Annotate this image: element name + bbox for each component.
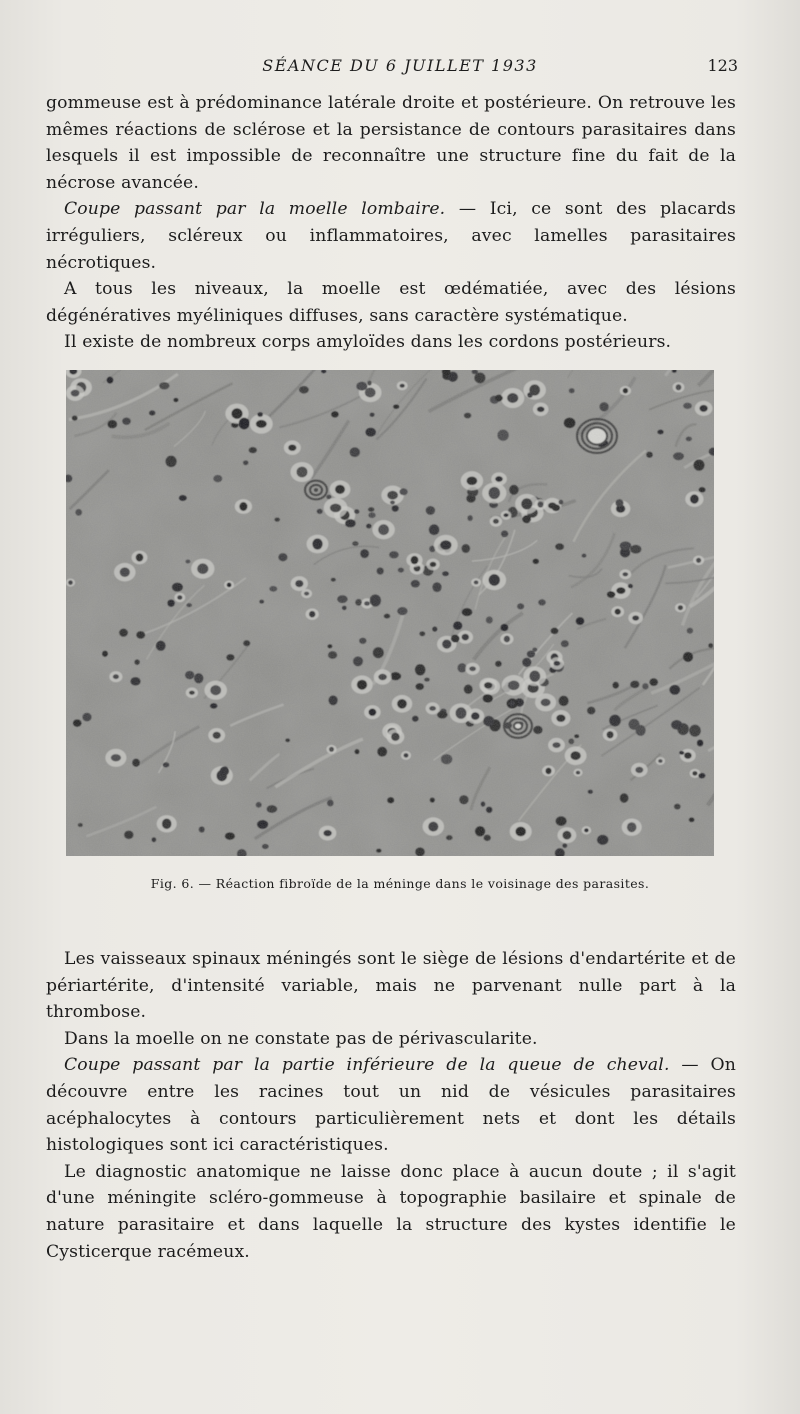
paragraph-vaisseaux: Les vaisseaux spinaux méningés sont le siège de lésions d'endartérite et de périartérite, d'intensité variable, mais ne parvenant nulle part à la thrombose. (46, 949, 736, 1023)
section-heading-queue: Coupe passant par la partie inférieure de la queue de cheval. — (64, 1055, 699, 1076)
paragraph-queue-de-cheval (46, 1052, 736, 1158)
paragraph-niveaux: A tous les niveaux, la moelle est œdématiée, avec des lésions dégénératives myéliniques diffuses, sans caractère systématique. (46, 279, 736, 326)
page-number: 123 (707, 56, 738, 75)
paragraph-lombaire-text: Ici, ce sont des placards irréguliers, scléreux ou inflammatoires, avec lamelles parasitaires nécrotiques. (46, 199, 736, 273)
paragraph-queue-text: On découvre entre les racines tout un nid de vésicules parasitaires acéphalocytes à contours particulièrement nets et dont les détails histologiques sont ici caractéristiques. (46, 1055, 736, 1156)
running-title: SÉANCE DU 6 JUILLET 1933 (262, 56, 538, 75)
paragraph-intro: gommeuse est à prédominance latérale droite et postérieure. On retrouve les mêmes réactions de sclérose et la persistance de contours parasitaires dans lesquels il est impossible de reconnaître une structure fine du fait de la nécrose avancée. (46, 93, 736, 193)
text-block-bottom (46, 946, 736, 1265)
paragraph-perivascularite: Dans la moelle on ne constate pas de périvascularite. (64, 1028, 538, 1049)
paragraph-diagnostic: Le diagnostic anatomique ne laisse donc place à aucun doute ; il s'agit d'une méningite scléro-gommeuse à topographie basilaire et spinale de nature parasitaire et dans laquelle la structure des kystes identifie le Cysticerque racémeux. (46, 1161, 736, 1262)
running-head (0, 56, 800, 80)
section-heading-lombaire: Coupe passant par la moelle lombaire. — (64, 199, 477, 220)
micrograph-image (66, 370, 714, 856)
paragraph-lombaire (46, 196, 736, 276)
figure-micrograph (66, 370, 714, 856)
paragraph-corps-amyloides: Il existe de nombreux corps amyloïdes dans les cordons postérieurs. (64, 332, 672, 353)
text-block-top (46, 90, 736, 356)
figure-caption: Fig. 6. — Réaction fibroïde de la méninge dans le voisinage des parasites. (150, 876, 650, 891)
